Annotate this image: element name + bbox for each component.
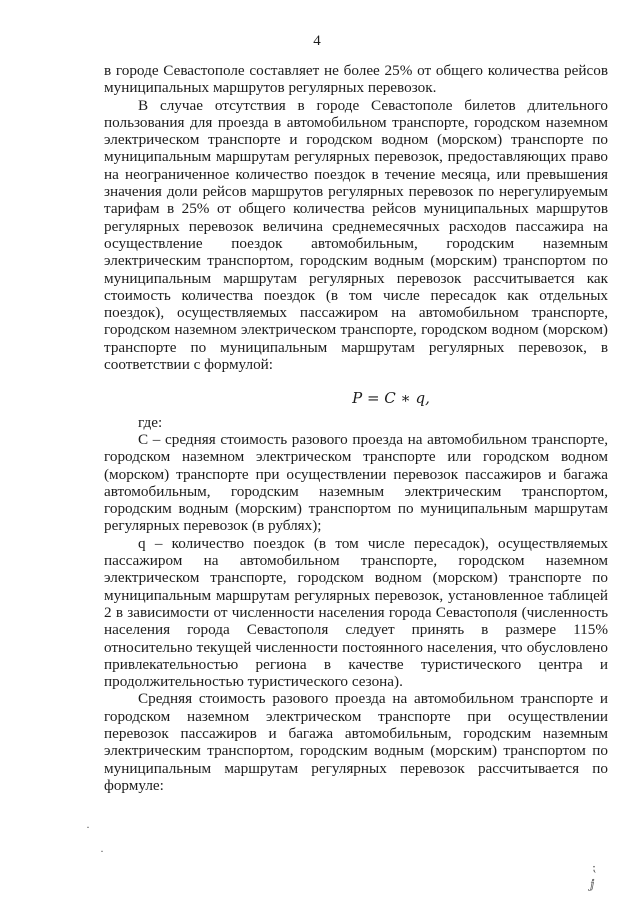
- scan-speck: ·: [100, 844, 104, 858]
- paragraph-absence-of-passes: В случае отсутствия в городе Севастополе билетов длительного пользования для проезда в автомобильном транспорте, городском наземном электрическом транспорте и городском водном (морском) транспорте по муниципальным маршрутам регулярных перевозок, предоставляющих право на неограниченное количество поездок в течение месяца, или превышения значения доли рейсов маршрутов регулярных перевозок по нерегулируемым тарифам в 25% от общего количества рейсов муниципальных маршрутов регулярных перевозок величина среднемесячных расходов пассажира на осуществление поездок автомобильным, городским наземным электрическим транспортом, городским водным (морским) транспортом по муниципальным маршрутам регулярных перевозок рассчитывается как стоимость количества поездок (в том числе пересадок как отдельных поездок), осуществляемых пассажиром на автомобильном транспорте, городском наземном электрическом транспорте, городском водном (морском) транспорте по муниципальным маршрутам регулярных перевозок, в соответствии с формулой:: [104, 96, 608, 374]
- definition-q: q – количество поездок (в том числе пересадок), осуществляемых пассажиром на автомобильном транспорте, городском наземном электрическом транспорте, городском водном (морском) транспорте по муниципальным маршрутам регулярных перевозок, установленное таблицей 2 в зависимости от численности населения города Севастополя (численность населения города Севастополя следует принять в размере 115% относительно текущей численности постоянного населения, что обусловлено привлекательностью региона в качестве туристического центра и продолжительностью туристического сезона).: [104, 534, 608, 691]
- definition-c: C – средняя стоимость разового проезда на автомобильном транспорте, городском наземном электрическом транспорте или городском водном (морском) транспорте при осуществлении перевозок пассажиров и багажа автомобильным, городским наземным электрическим транспортом, городским водным (морским) транспортом по муниципальным маршрутам регулярных перевозок (в рублях);: [104, 430, 608, 535]
- formula-p-equals-c-times-q: P = C ∗ q,: [352, 389, 430, 408]
- formula-where-label: где:: [138, 413, 163, 431]
- document-body: [104, 62, 608, 794]
- scan-margin-mark: ⁏: [592, 860, 597, 874]
- scan-margin-mark: ⅉ: [590, 877, 595, 891]
- paragraph-continuation: в городе Севастополе составляет не более 25% от общего количества рейсов муниципальных маршрутов регулярных перевозок.: [104, 62, 608, 97]
- page-number: 4: [313, 33, 321, 49]
- scan-speck: ·: [86, 820, 90, 834]
- paragraph-average-fare: Средняя стоимость разового проезда на автомобильном транспорте и городском наземном электрическом транспорте при осуществлении перевозок пассажиров и багажа автомобильным, городским наземным электрическим транспортом, городским водным (морским) транспортом по муниципальным маршрутам регулярных перевозок рассчитывается по формуле:: [104, 690, 608, 794]
